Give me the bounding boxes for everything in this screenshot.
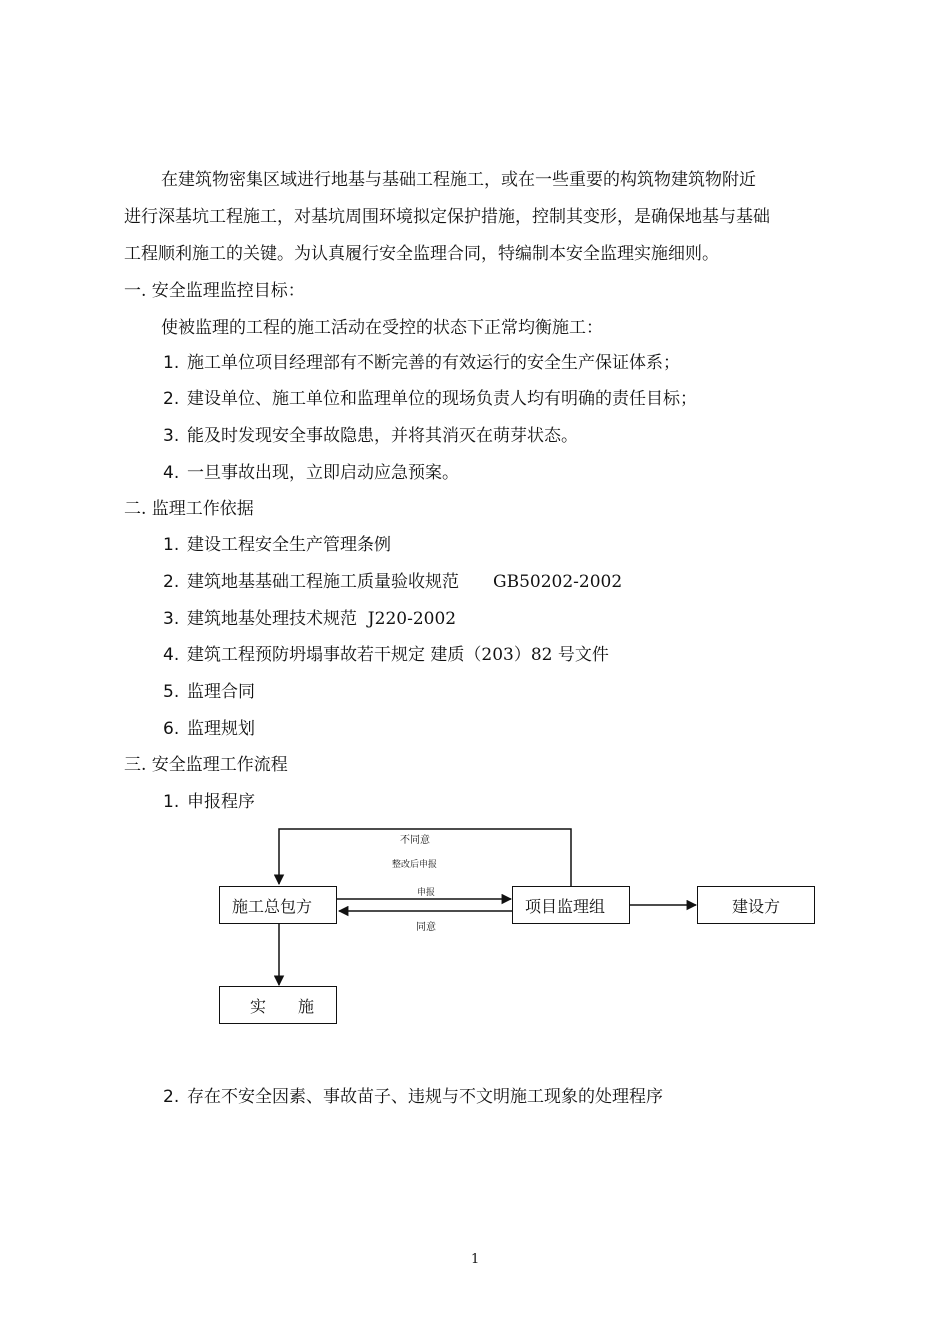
- list-item-text: 建筑地基基础工程施工质量验收规范 GB50202-2002: [187, 572, 623, 592]
- list-item-number: 2.: [163, 1087, 180, 1107]
- page-number: 1: [471, 1252, 480, 1267]
- list-item-text: 建筑工程预防坍塌事故若干规定 建质（203）82 号文件: [187, 645, 609, 665]
- list-item-number: 3.: [163, 426, 180, 446]
- list-item-text: 能及时发现安全事故隐患，并将其消灭在萌芽状态。: [187, 426, 578, 446]
- supervision-label: 项目监理组: [525, 896, 606, 916]
- list-item-number: 4.: [163, 645, 180, 665]
- list-item-text: 申报程序: [187, 792, 255, 812]
- list-item-text: 监理规划: [187, 719, 255, 739]
- list-item-number: 1.: [163, 792, 180, 812]
- list-item-text: 施工单位项目经理部有不断完善的有效运行的安全生产保证体系；: [187, 353, 680, 373]
- intro-line-2: 进行深基坑工程施工，对基坑周围环境拟定保护措施，控制其变形，是确保地基与基础: [124, 207, 770, 227]
- agree-label: 同意: [416, 922, 436, 933]
- implement-box: [219, 986, 337, 1024]
- owner-box: [697, 886, 815, 924]
- list-item-number: 5.: [163, 682, 180, 702]
- intro-line-3: 工程顺利施工的关键。为认真履行安全监理合同，特编制本安全监理实施细则。: [124, 244, 719, 264]
- list-item-number: 2.: [163, 572, 180, 592]
- disagree-label: 不同意: [400, 835, 430, 846]
- list-item-text: 一旦事故出现，立即启动应急预案。: [187, 463, 459, 483]
- submit-label: 申报: [417, 888, 436, 898]
- list-item-number: 1.: [163, 353, 180, 373]
- contractor-label: 施工总包方: [232, 896, 313, 916]
- list-item-text: 监理合同: [187, 682, 255, 702]
- contractor-box: [219, 886, 337, 924]
- implement-label: 实 施: [250, 996, 315, 1016]
- list-item-text: 建设单位、施工单位和监理单位的现场负责人均有明确的责任目标；: [187, 389, 697, 409]
- section1-lead: 使被监理的工程的施工活动在受控的状态下正常均衡施工：: [161, 318, 603, 338]
- list-item-text: 存在不安全因素、事故苗子、违规与不文明施工现象的处理程序: [187, 1087, 663, 1107]
- resubmit-label: 整改后申报: [392, 860, 438, 870]
- list-item: [163, 1085, 663, 1109]
- list-item-number: 6.: [163, 719, 180, 739]
- section3-heading: 三. 安全监理工作流程: [124, 755, 288, 775]
- supervision-box: [512, 886, 630, 924]
- section1-heading: 一. 安全监理监控目标：: [124, 281, 305, 301]
- list-item-number: 4.: [163, 463, 180, 483]
- list-item-number: 1.: [163, 535, 180, 555]
- list-item-number: 2.: [163, 389, 180, 409]
- list-item-text: 建筑地基处理技术规范 J220-2002: [187, 609, 457, 629]
- owner-label: 建设方: [731, 896, 780, 916]
- intro-line-1: 在建筑物密集区域进行地基与基础工程施工，或在一些重要的构筑物建筑物附近: [161, 170, 756, 190]
- list-item-text: 建设工程安全生产管理条例: [187, 535, 391, 555]
- section2-heading: 二. 监理工作依据: [124, 499, 254, 519]
- list-item-number: 3.: [163, 609, 180, 629]
